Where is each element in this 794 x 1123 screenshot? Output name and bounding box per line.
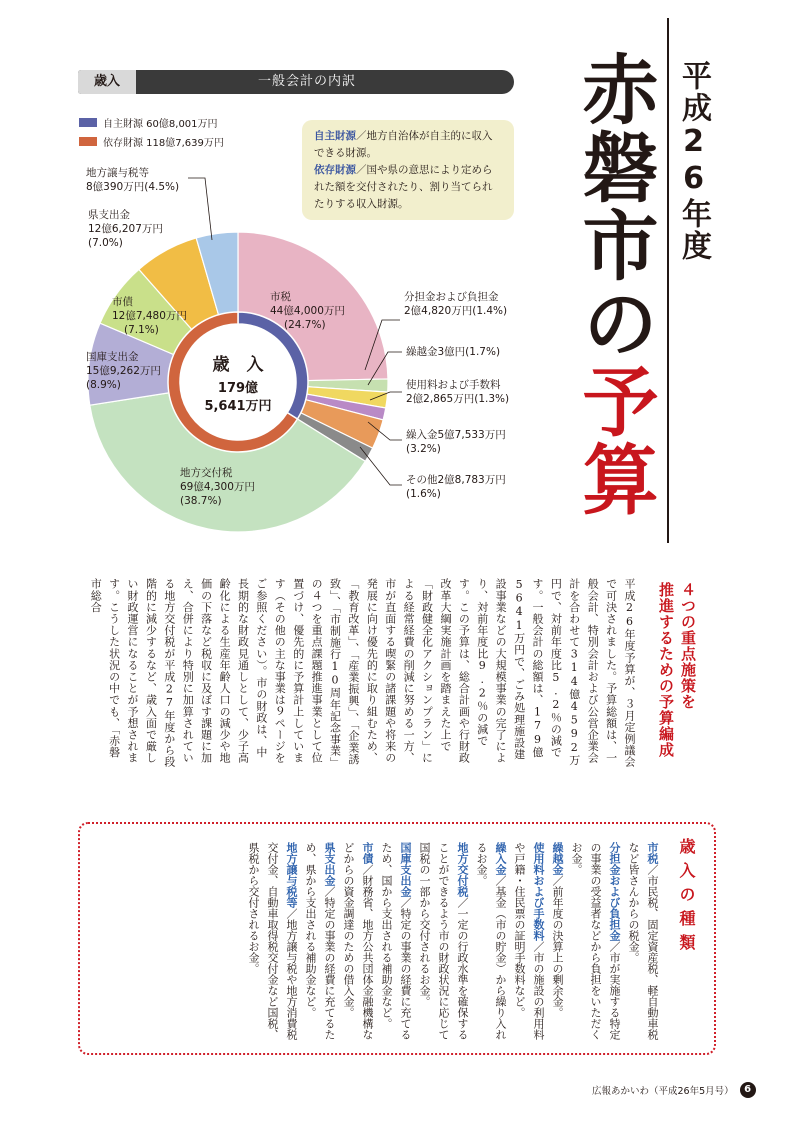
label-line: 地方譲与税等 <box>86 167 149 179</box>
term: 繰入金 <box>494 842 507 875</box>
page-number: 6 <box>740 1082 756 1098</box>
title-rule <box>667 18 669 543</box>
label-joyo <box>86 166 179 194</box>
term-desc: ／市民税、固定資産税、軽自動車税など皆さんからの税金。 <box>627 842 659 1040</box>
term: 市税 <box>646 842 659 864</box>
pie-center-amount-2: 5,641万円 <box>204 399 272 414</box>
term: 分担金および負担金 <box>608 842 621 941</box>
pie-center-title: 歳 入 <box>212 355 264 375</box>
label-line: (7.0%) <box>88 237 123 249</box>
label-buntan <box>404 290 507 318</box>
title-accent: 予算 <box>570 362 659 518</box>
title-year: 平成26年度 <box>676 60 711 262</box>
label-line: (1.6%) <box>406 488 441 500</box>
label-line: 2億4,820万円(1.4%) <box>404 305 508 317</box>
note-text-jishu: ／地方自治体が自主的に収入できる財源。 <box>314 130 493 159</box>
legend-label: 依存財源 118億7,639万円 <box>103 138 224 149</box>
term-desc: ／市が実施する特定の事業の受益者などから負担をいただくお金。 <box>570 842 621 1040</box>
term: 県支出金 <box>323 842 336 886</box>
label-line: 繰越金3億円(1.7%) <box>406 346 501 358</box>
term-desc: ／一定の行政水準を確保することができるよう市の財政状況に応じて国税の一部から交付されるお金。 <box>418 842 469 1040</box>
term-desc: ／財務省、地方公共団体金融機構などからの資金調達のための借入金。 <box>342 842 374 1040</box>
term: 使用料および手数料 <box>532 842 545 941</box>
label-line: 地方交付税 <box>180 467 233 479</box>
section-title: 一般会計の内訳 <box>258 74 357 89</box>
label-line: 44億4,000万円 <box>270 305 345 317</box>
title-main: 赤磐市の <box>570 50 659 362</box>
label-line: 12億7,480万円 <box>112 310 187 322</box>
revenue-types-title: 歳入の種類 <box>677 838 696 958</box>
label-shizei <box>270 290 345 332</box>
label-line: 69億4,300万円 <box>180 481 255 493</box>
section-tag: 歳入 <box>78 70 136 94</box>
term: 繰越金 <box>551 842 564 875</box>
label-line: (7.1%) <box>124 324 159 336</box>
term-desc: ／特定の事業の経費に充てるため、国から支出される補助金など。 <box>380 842 412 1040</box>
label-shiyo <box>406 378 509 406</box>
term: 国庫支出金 <box>399 842 412 897</box>
revenue-types-list <box>96 842 662 1042</box>
term-desc: ／特定の事業の経費に充てるため、県から支出される補助金など。 <box>304 842 336 1040</box>
label-line: 県支出金 <box>88 209 130 221</box>
label-line: (3.2%) <box>406 443 441 455</box>
label-line: 使用料および手数料 <box>406 379 501 391</box>
term-desc: ／基金（市の貯金）から繰り入れるお金。 <box>475 842 507 1040</box>
label-line: 12億6,207万円 <box>88 223 163 235</box>
label-line: 15億9,262万円 <box>86 365 161 377</box>
term-desc: ／地方譲与税や地方消費税交付金、自動車取得税交付金など国税、県税から交付されるお金。 <box>247 842 298 1040</box>
term: 地方譲与税等 <box>285 842 298 908</box>
label-line: 市税 <box>270 291 291 303</box>
leader-joyo <box>188 178 212 240</box>
label-kuriire <box>406 428 506 456</box>
lead-line-2: 推進するための予算編成 <box>657 582 675 758</box>
label-line: 8億390万円(4.5%) <box>86 181 180 193</box>
page-title <box>570 50 659 518</box>
label-line: 市債 <box>112 296 133 308</box>
body-text: 平成26年度予算が、３月定例議会で可決されました。予算総額は、一般会計、特別会計および公営企業会計を合わせて314億4592万円で、対前年度比5.2％の減です。一般会計の総額は、179億5641万円で、ごみ処理施設建設事業などの大規模事業の完了により、対前年度比9.2％の減です。この予算は、総合計画や行財政改革大綱実施計画を踏まえた上で「財政健全化アクションプラン」による経常経費の削減に努める一方、市が直面する喫緊の諸課題や将来の発展に向け優先的に取り組むため、「教育改革」、「産業振興」、「企業誘致」、「市制施行10周年記念事業」の４つを重点課題推進事業として位置づけ、優先的に予算計上しています（その他の主な事業は９ページをご参照ください）。市の財政は、中長期的な財政見通しとして、少子高齢化による生産年齢人口の減少や地価の下落など税収に及ぼす課題に加え、合併により特別に加算されている地方交付税が平成27年度から段階的に減少するなど、歳入面で厳しい財政運営になることが予想されます。こうした状況の中でも、「赤磐市総合 <box>89 578 636 768</box>
label-line: 繰入金5億7,533万円 <box>406 429 506 441</box>
label-sonota <box>406 473 506 501</box>
label-line: (8.9%) <box>86 379 121 391</box>
footer <box>592 1082 756 1098</box>
label-line: 2億2,865万円(1.3%) <box>406 393 510 405</box>
term-desc: ／市の施設の利用料や戸籍・住民票の証明手数料など。 <box>513 842 545 1040</box>
note-key-jishu: 自主財源 <box>314 130 356 142</box>
label-line: その他2億8,783万円 <box>406 474 506 486</box>
label-kurikoshi <box>406 345 500 359</box>
legend-label: 自主財源 60億8,001万円 <box>103 119 218 130</box>
label-line: 分担金および負担金 <box>404 291 499 303</box>
note-key-izon: 依存財源 <box>314 164 356 176</box>
note-text-izon: ／国や県の意思により定められた額を交付されたり、割り当てられたりする収入財源。 <box>314 164 493 210</box>
label-line: (24.7%) <box>284 319 326 331</box>
label-ken <box>88 208 163 250</box>
lead-line-1: ４つの重点施策を <box>679 582 697 710</box>
pie-center-amount-1: 179億 <box>217 381 259 396</box>
term: 地方交付税 <box>456 842 469 897</box>
term-desc: ／前年度の決算上の剰余金。 <box>551 875 564 1018</box>
lead-heading <box>655 582 699 758</box>
label-line: (38.7%) <box>180 495 222 507</box>
footer-text: 広報あかいわ（平成26年5月号） <box>592 1086 734 1097</box>
label-shisai <box>112 295 187 337</box>
revenue-pie-chart <box>0 0 794 560</box>
label-chiho-kofu <box>180 466 255 508</box>
label-line: 国庫支出金 <box>86 351 139 363</box>
term: 市債 <box>361 842 374 864</box>
label-kokko <box>86 350 161 392</box>
